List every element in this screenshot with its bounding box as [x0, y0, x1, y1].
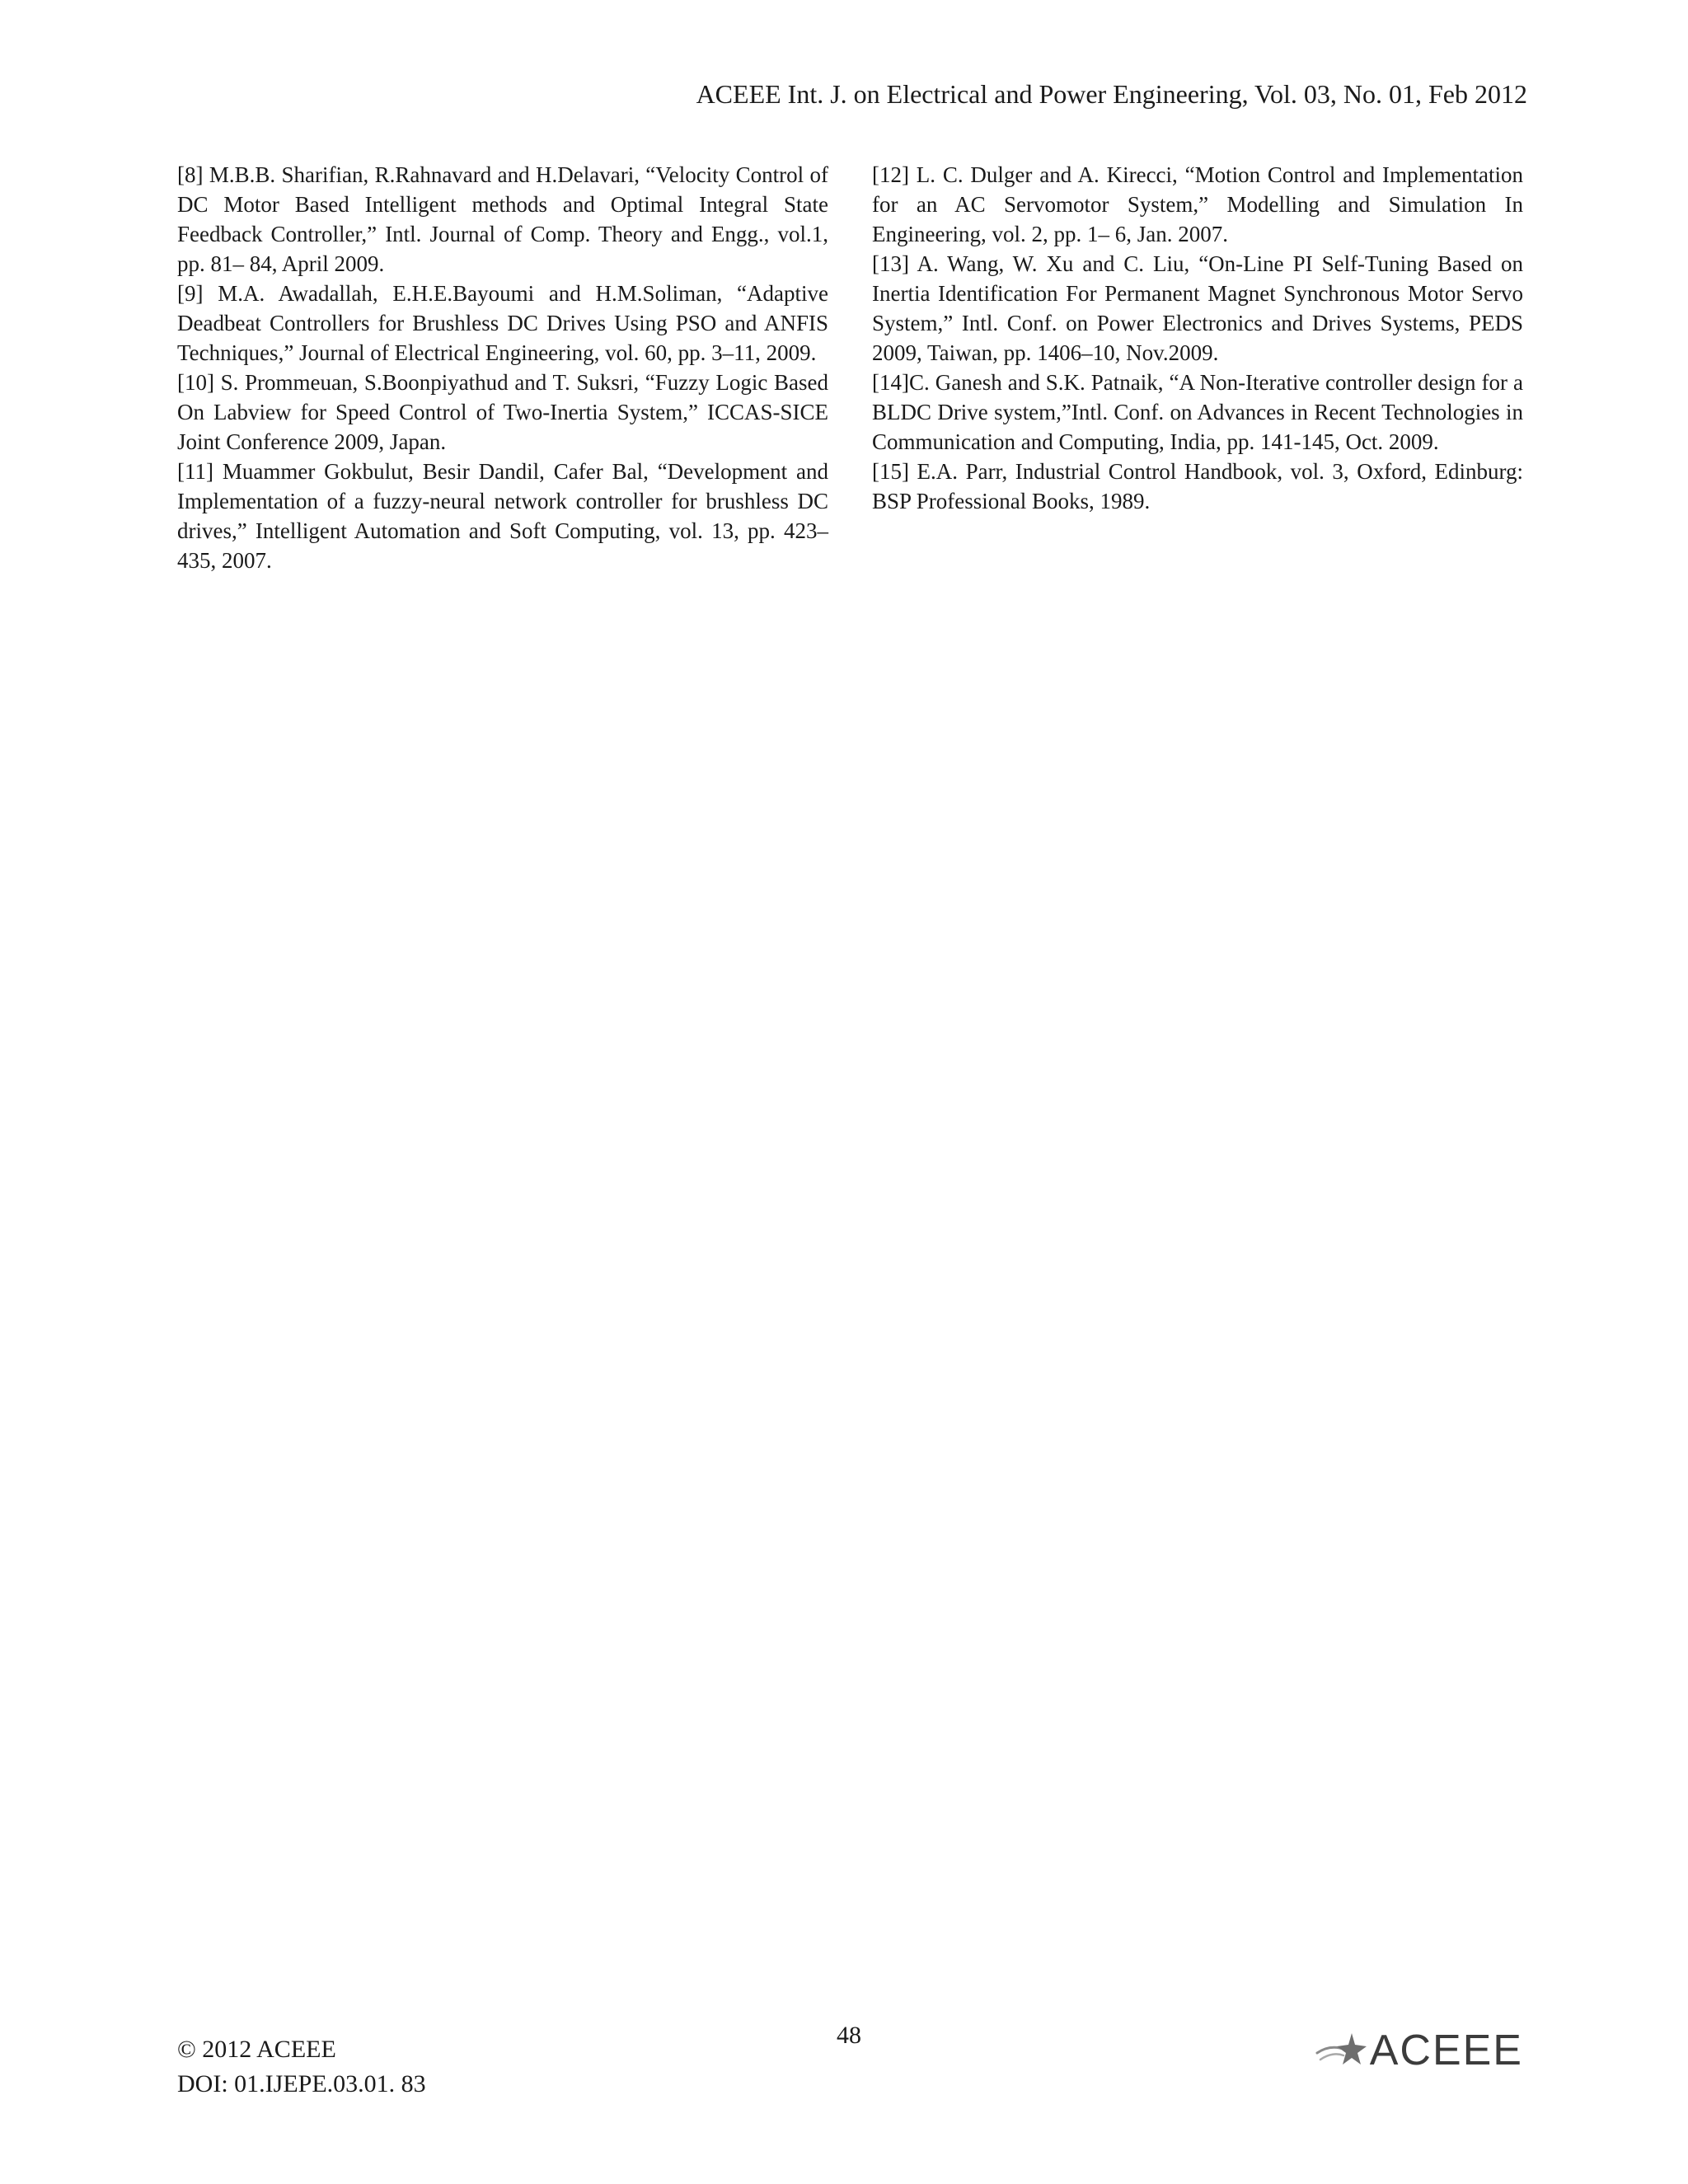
reference-12: [12] L. C. Dulger and A. Kirecci, “Motion Control and Implementation for an AC Servomotor System,” Modelling and Simulation In Engineering, vol. 2, pp. 1– 6, Jan. 2007.: [872, 162, 1523, 246]
reference-10: [10] S. Prommeuan, S.Boonpiyathud and T. Suksri, “Fuzzy Logic Based On Labview for Speed Control of Two-Inertia System,” ICCAS-SICE Joint Conference 2009, Japan.: [177, 370, 828, 454]
reference-13: [13] A. Wang, W. Xu and C. Liu, “On-Line PI Self-Tuning Based on Inertia Identification For Permanent Magnet Synchronous Motor Servo System,” Intl. Conf. on Power Electronics and Drives Systems, PEDS 2009, Taiwan, pp. 1406–10, Nov.2009.: [872, 251, 1523, 365]
logo-wordmark: ACEEE: [1369, 2027, 1523, 2074]
references-left-column: [177, 160, 828, 575]
references-right-column: [872, 160, 1523, 516]
running-header: ACEEE Int. J. on Electrical and Power Engineering, Vol. 03, No. 01, Feb 2012: [696, 79, 1527, 109]
reference-15: [15] E.A. Parr, Industrial Control Handbook, vol. 3, Oxford, Edinburg: BSP Professional Books, 1989.: [872, 459, 1523, 513]
page-number: 48: [837, 2022, 861, 2049]
doi-label: DOI: 01.IJEPE.03.01. 83: [177, 2070, 426, 2097]
reference-8: [8] M.B.B. Sharifian, R.Rahnavard and H.Delavari, “Velocity Control of DC Motor Based Intelligent methods and Optimal Integral State Feedback Controller,” Intl. Journal of Comp. Theory and Engg., vol.1, pp. 81– 84, April 2009.: [177, 162, 828, 276]
reference-9: [9] M.A. Awadallah, E.H.E.Bayoumi and H.M.Soliman, “Adaptive Deadbeat Controllers for Brushless DC Drives Using PSO and ANFIS Techniques,” Journal of Electrical Engineering, vol. 60, pp. 3–11, 2009.: [177, 281, 828, 365]
star-swoosh-icon: [1315, 2028, 1368, 2073]
reference-14: [14]C. Ganesh and S.K. Patnaik, “A Non-Iterative controller design for a BLDC Drive system,”Intl. Conf. on Advances in Recent Technologies in Communication and Computing, India, pp. 141-145, Oct. 2009.: [872, 370, 1523, 454]
reference-11: [11] Muammer Gokbulut, Besir Dandil, Cafer Bal, “Development and Implementation of a fuzzy-neural network controller for brushless DC drives,” Intelligent Automation and Soft Computing, vol. 13, pp. 423– 435, 2007.: [177, 459, 828, 573]
copyright-notice: © 2012 ACEEE: [177, 2036, 336, 2063]
aceee-logo: [1315, 2027, 1523, 2074]
footer-info: [177, 2032, 426, 2102]
